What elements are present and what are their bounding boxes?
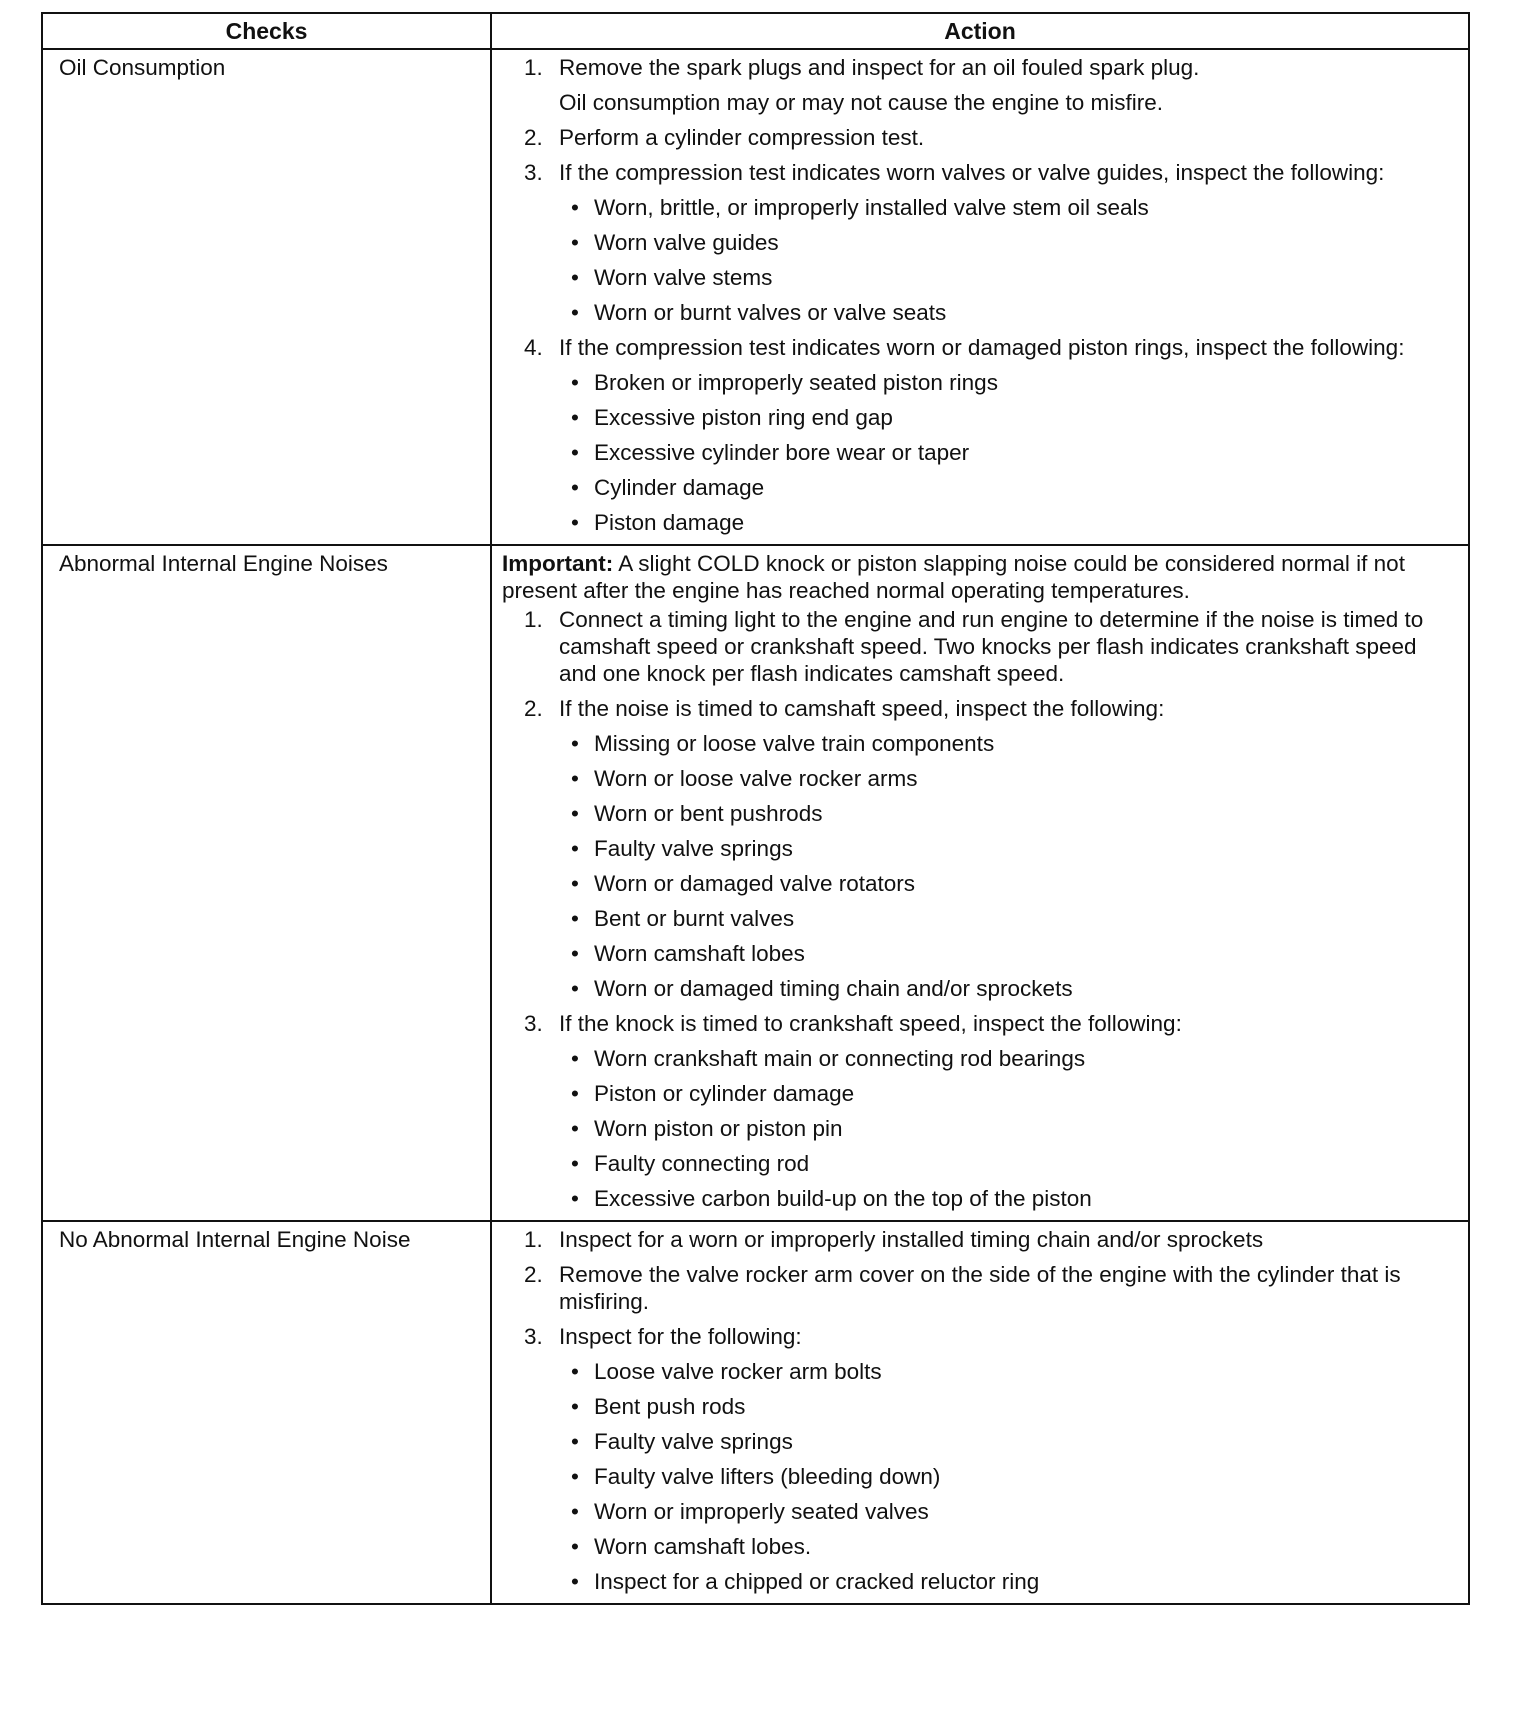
inspection-bullet-list: [559, 1358, 1452, 1595]
list-item: • Worn valve guides: [559, 229, 1452, 256]
action-step: [502, 124, 1452, 151]
inspection-bullet-list: [559, 194, 1452, 326]
step-text: If the knock is timed to crankshaft speed, inspect the following:: [559, 1011, 1182, 1036]
list-item: • Worn or damaged timing chain and/or sprockets: [559, 975, 1452, 1002]
action-cell: [491, 49, 1469, 545]
list-item: • Worn or loose valve rocker arms: [559, 765, 1452, 792]
list-item: • Piston damage: [559, 509, 1452, 536]
list-item: • Worn, brittle, or improperly installed valve stem oil seals: [559, 194, 1452, 221]
list-item: • Worn crankshaft main or connecting rod bearings: [559, 1045, 1452, 1072]
step-number: 4.: [524, 335, 543, 360]
step-text: Connect a timing light to the engine and run engine to determine if the noise is timed to camshaft speed or crankshaft speed. Two knocks per flash indicates crankshaft speed and one knock per flash indicates camshaft speed.: [559, 607, 1424, 686]
step-number: 3.: [524, 1324, 543, 1349]
step-text: If the compression test indicates worn valves or valve guides, inspect the following:: [559, 160, 1385, 185]
table-row: [42, 545, 1469, 1221]
step-text: If the compression test indicates worn or damaged piston rings, inspect the following:: [559, 335, 1405, 360]
step-number: 1.: [524, 1227, 543, 1252]
list-item: • Worn piston or piston pin: [559, 1115, 1452, 1142]
action-steps-list: [502, 54, 1452, 536]
list-item: • Bent or burnt valves: [559, 905, 1452, 932]
action-steps-list: [502, 1226, 1452, 1595]
list-item: • Excessive piston ring end gap: [559, 404, 1452, 431]
check-cell: Oil Consumption: [42, 49, 491, 545]
step-number: 2.: [524, 1262, 543, 1287]
list-item: • Cylinder damage: [559, 474, 1452, 501]
list-item: • Inspect for a chipped or cracked reluctor ring: [559, 1568, 1452, 1595]
action-column-header: Action: [491, 13, 1469, 49]
step-number: 1.: [524, 607, 543, 632]
list-item: • Piston or cylinder damage: [559, 1080, 1452, 1107]
step-number: 2.: [524, 696, 543, 721]
important-text: A slight COLD knock or piston slapping noise could be considered normal if not present after the engine has reached normal operating temperatures.: [502, 551, 1405, 603]
step-text: Perform a cylinder compression test.: [559, 125, 925, 150]
action-step: [502, 334, 1452, 536]
table-row: [42, 49, 1469, 545]
important-note: [502, 550, 1452, 604]
inspection-bullet-list: [559, 1045, 1452, 1212]
checks-action-table: [41, 12, 1470, 1605]
step-number: 3.: [524, 160, 543, 185]
list-item: • Worn or improperly seated valves: [559, 1498, 1452, 1525]
action-step: [502, 54, 1452, 116]
action-step: [502, 695, 1452, 1002]
step-text: Remove the valve rocker arm cover on the side of the engine with the cylinder that is misfiring.: [559, 1262, 1401, 1314]
step-text: Remove the spark plugs and inspect for an oil fouled spark plug.: [559, 55, 1200, 80]
list-item: • Faulty valve springs: [559, 835, 1452, 862]
list-item: • Worn camshaft lobes: [559, 940, 1452, 967]
check-cell: Abnormal Internal Engine Noises: [42, 545, 491, 1221]
list-item: • Faulty valve lifters (bleeding down): [559, 1463, 1452, 1490]
table-body: [42, 49, 1469, 1604]
list-item: • Worn valve stems: [559, 264, 1452, 291]
action-step: [502, 1261, 1452, 1315]
step-number: 3.: [524, 1011, 543, 1036]
check-cell: No Abnormal Internal Engine Noise: [42, 1221, 491, 1604]
table-row: [42, 1221, 1469, 1604]
list-item: • Bent push rods: [559, 1393, 1452, 1420]
list-item: • Worn or bent pushrods: [559, 800, 1452, 827]
action-step: [502, 1323, 1452, 1595]
inspection-bullet-list: [559, 369, 1452, 536]
action-steps-list: [502, 606, 1452, 1212]
list-item: • Loose valve rocker arm bolts: [559, 1358, 1452, 1385]
list-item: • Faulty connecting rod: [559, 1150, 1452, 1177]
checks-column-header: Checks: [42, 13, 491, 49]
step-number: 2.: [524, 125, 543, 150]
step-text: If the noise is timed to camshaft speed, inspect the following:: [559, 696, 1165, 721]
action-step: [502, 1226, 1452, 1253]
action-step: [502, 1010, 1452, 1212]
step-number: 1.: [524, 55, 543, 80]
inspection-bullet-list: [559, 730, 1452, 1002]
action-step: [502, 606, 1452, 687]
list-item: • Faulty valve springs: [559, 1428, 1452, 1455]
table-header-row: [42, 13, 1469, 49]
list-item: • Worn camshaft lobes.: [559, 1533, 1452, 1560]
list-item: • Worn or burnt valves or valve seats: [559, 299, 1452, 326]
list-item: • Excessive carbon build-up on the top of the piston: [559, 1185, 1452, 1212]
action-step: [502, 159, 1452, 326]
step-note: Oil consumption may or may not cause the engine to misfire.: [559, 90, 1164, 115]
step-text: Inspect for the following:: [559, 1324, 802, 1349]
action-cell: [491, 1221, 1469, 1604]
list-item: • Broken or improperly seated piston rings: [559, 369, 1452, 396]
list-item: • Excessive cylinder bore wear or taper: [559, 439, 1452, 466]
list-item: • Worn or damaged valve rotators: [559, 870, 1452, 897]
action-cell: [491, 545, 1469, 1221]
step-text: Inspect for a worn or improperly installed timing chain and/or sprockets: [559, 1227, 1264, 1252]
list-item: • Missing or loose valve train components: [559, 730, 1452, 757]
important-label: Important:: [502, 551, 614, 576]
